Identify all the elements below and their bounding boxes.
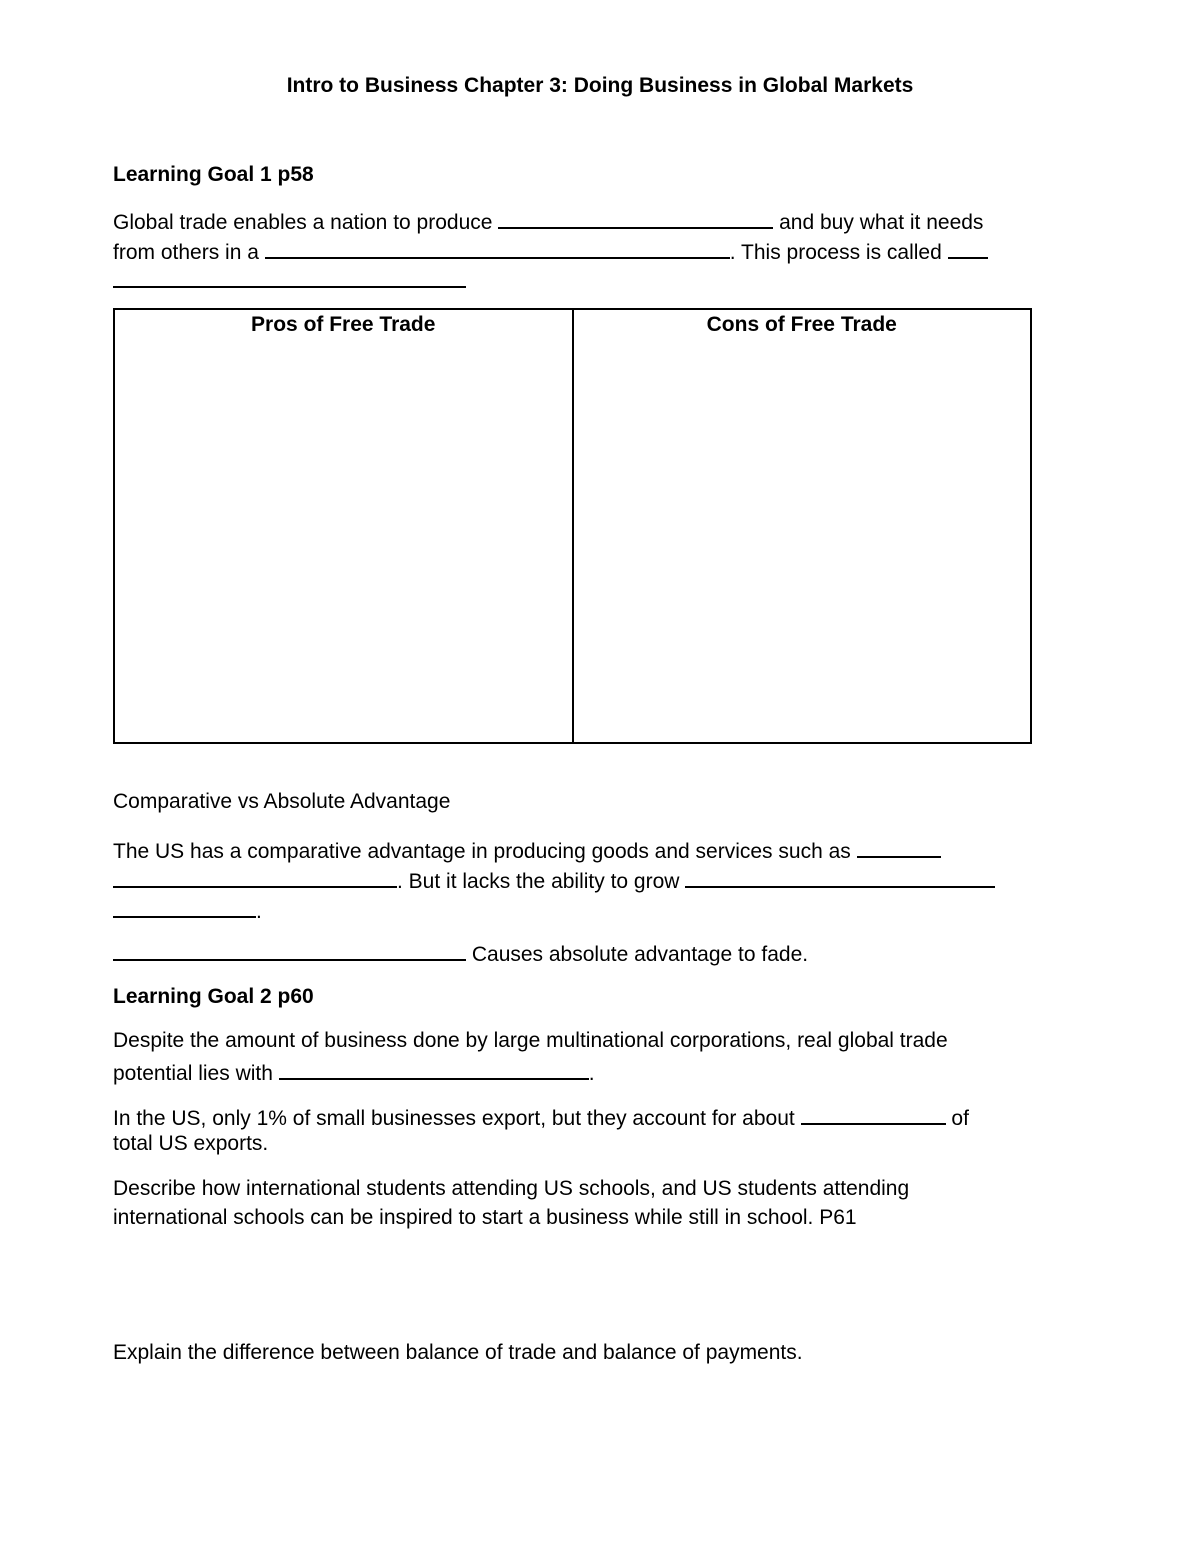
advantage-heading: Comparative vs Absolute Advantage (113, 790, 451, 813)
blank-process-start[interactable] (948, 237, 988, 259)
goal1-line3 (113, 266, 466, 294)
goal1-text-a: Global trade enables a nation to produce (113, 211, 493, 234)
blank-grow-start[interactable] (685, 866, 995, 888)
goal2-p2-line1 (113, 1103, 969, 1131)
goal2-p2-of: of (951, 1107, 969, 1130)
goal1-line1 (113, 207, 983, 235)
advantage-text-3: . (256, 900, 262, 923)
page-title: Intro to Business Chapter 3: Doing Business in Global Markets (286, 74, 914, 97)
cons-column[interactable] (573, 309, 1032, 743)
goal2-p2-text: In the US, only 1% of small businesses export, but they account for about (113, 1107, 795, 1130)
blank-fade-cause[interactable] (113, 939, 466, 961)
blank-goods[interactable] (113, 866, 397, 888)
blank-produce[interactable] (498, 207, 773, 229)
goal2-heading: Learning Goal 2 p60 (113, 985, 314, 1008)
goal2-p1-line1: Despite the amount of business done by large multinational corporations, real global trade (113, 1029, 948, 1052)
goal2-p1-line2 (113, 1058, 595, 1086)
goal2-p3-line2: international schools can be inspired to start a business while still in school. P61 (113, 1206, 857, 1229)
blank-potential[interactable] (279, 1058, 589, 1080)
blank-process-name[interactable] (113, 266, 466, 288)
goal2-p1-text: potential lies with (113, 1062, 273, 1085)
goal1-text-d: . This process is called (729, 241, 942, 264)
blank-export-share[interactable] (801, 1103, 946, 1125)
advantage-line2 (113, 866, 995, 894)
goal2-p2-line2: total US exports. (113, 1132, 269, 1155)
pros-column[interactable] (114, 309, 573, 743)
goal1-line2 (113, 237, 988, 265)
cons-header: Cons of Free Trade (706, 313, 897, 336)
goal1-text-b: and buy what it needs (779, 211, 984, 234)
goal2-p4: Explain the difference between balance of trade and balance of payments. (113, 1341, 803, 1364)
advantage-text-1: The US has a comparative advantage in producing goods and services such as (113, 840, 851, 863)
advantage-text-2: . But it lacks the ability to grow (397, 870, 680, 893)
blank-grow[interactable] (113, 896, 256, 918)
goal2-p1-end: . (588, 1062, 595, 1085)
blank-goods-start[interactable] (857, 836, 941, 858)
goal1-heading: Learning Goal 1 p58 (113, 163, 314, 186)
advantage-line1 (113, 836, 941, 864)
goal2-p3-line1: Describe how international students attending US schools, and US students attending (113, 1177, 910, 1200)
advantage-line4 (113, 939, 808, 967)
blank-exchange[interactable] (265, 237, 730, 259)
pros-header: Pros of Free Trade (251, 313, 436, 336)
advantage-text-4: Causes absolute advantage to fade. (471, 943, 809, 966)
goal1-text-c: from others in a (113, 241, 259, 264)
pros-cons-table (113, 308, 1032, 744)
advantage-line3 (113, 896, 262, 924)
